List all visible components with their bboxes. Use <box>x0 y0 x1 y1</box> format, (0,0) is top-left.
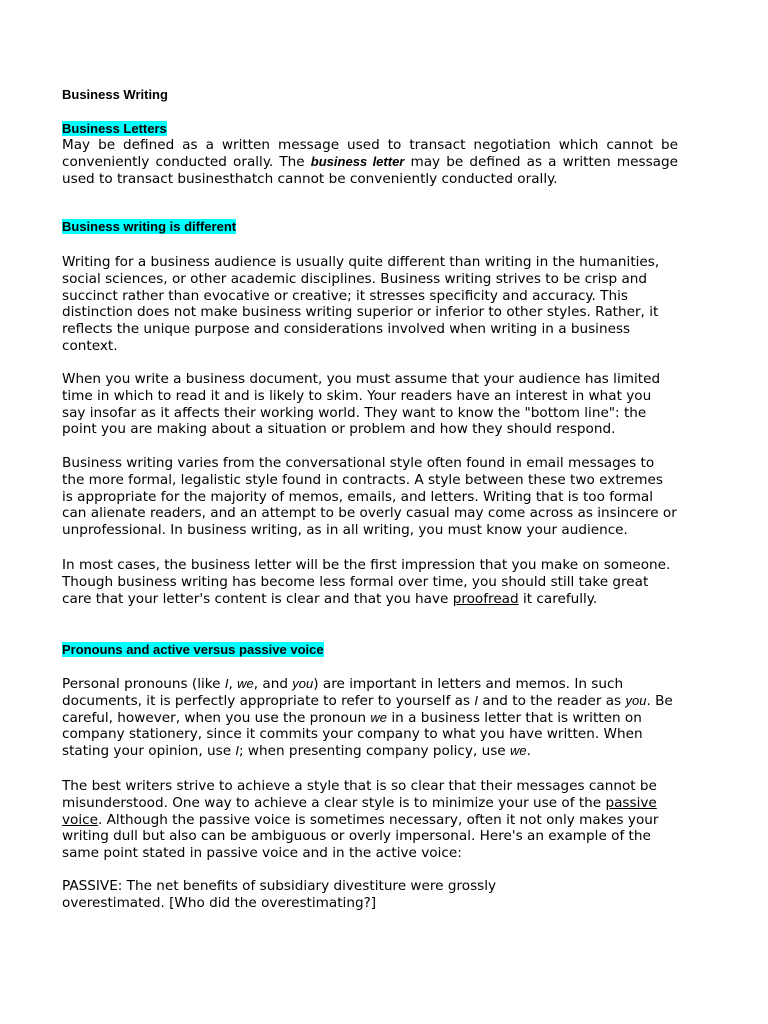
text: ; when presenting company policy, use <box>239 743 510 760</box>
paragraph-different-2: When you write a business document, you must assume that your audience has limited time in which to read it and is likely to skim. Your readers have an interest in what you say insofar as it affects their working world. They want to know the "bottom line": the point you are making about a situation or problem and how they should respond. <box>62 371 661 438</box>
text: . Although the passive voice is sometimes necessary, often it not only makes your writing dull but also can be ambiguous or overly impersonal. Here's an example of the same point stated in passive voice and in the active voice: <box>62 811 659 862</box>
heading-pronouns-part-2: active <box>153 642 190 657</box>
paragraph-different-4 <box>62 557 678 607</box>
pronoun-i: I <box>474 692 479 708</box>
pronoun-you: you <box>625 692 647 708</box>
pronoun-we: we <box>370 709 388 725</box>
paragraph-different-1: Writing for a business audience is usually quite different than writing in the humanities, social sciences, or other academic disciplines. Business writing strives to be crisp and succinct rather than evocative or creative; it stresses specificity and accuracy. This distinction does not make business writing superior or inferior to other styles. Rather, it reflects the unique purpose and considerations involved when writing in a business context. <box>62 254 660 354</box>
paragraph-pronouns-2 <box>62 778 678 862</box>
emphasis-business-letter: business letter <box>310 153 405 169</box>
heading-business-writing-different-text: Business writing is different <box>62 219 237 234</box>
link-passive-voice[interactable]: passive voice <box>62 794 657 828</box>
paragraph-passive-example <box>62 878 678 912</box>
heading-pronouns <box>62 642 324 658</box>
heading-business-letters <box>62 121 167 137</box>
heading-pronouns-part-3: versus passive voice <box>189 642 324 657</box>
text: In most cases, the business letter will be the first impression that you make on someone. Though business writing has become less formal over time, you should still take great care that your letter's content is clear and that you have <box>62 557 671 607</box>
text: , and <box>253 676 293 692</box>
text: . Be careful, however, when you use the pronoun <box>62 692 673 726</box>
heading-business-writing-different <box>62 219 236 235</box>
pronoun-we: we <box>509 743 527 759</box>
passive-example-line-1: PASSIVE: The net benefits of subsidiary divestiture were grossly <box>62 878 497 894</box>
paragraph-different-3: Business writing varies from the conversational style often found in email messages to the more formal, legalistic style found in contracts. A style between these two extremes is appropriate for the majority of memos, emails, and letters. Writing that is too formal can alienate readers, and an attempt to be overly casual may come across as insincere or unprofessional. In business writing, as in all writing, you must know your audience. <box>62 455 677 539</box>
pronoun-we: we <box>237 676 254 691</box>
text: Personal pronouns (like <box>62 676 225 692</box>
text: and to the reader as <box>478 692 626 709</box>
text: . <box>526 743 531 760</box>
document-title: Business Writing <box>62 87 168 102</box>
text: in a business letter that is written on company stationery, since it commits your company to what you have written. When stating your opinion, use <box>62 709 643 760</box>
heading-pronouns-part-1: Pronouns and <box>62 642 153 657</box>
text: , <box>228 676 238 692</box>
paragraph-pronouns-1 <box>62 676 678 760</box>
text: ) are important in letters and memos. In such documents, it is perfectly appropriate to refer to yourself as <box>62 676 624 709</box>
passive-example-line-2: overestimated. [Who did the overestimating?] <box>62 894 377 911</box>
heading-business-letters-text: Business Letters <box>62 121 167 136</box>
link-proofread[interactable]: proofread <box>452 590 519 607</box>
paragraph-business-letters <box>62 137 678 187</box>
pronoun-i: I <box>235 743 239 759</box>
text: it carefully. <box>518 590 598 607</box>
text: May be defined as a written message used to transact negotiation which cannot be conveniently conducted orally. The <box>62 137 678 170</box>
text: The best writers strive to achieve a style that is so clear that their messages cannot be misunderstood. One way to achieve a clear style is to minimize your use of the <box>62 778 657 811</box>
pronoun-i: I <box>224 676 229 691</box>
pronoun-you: you <box>292 676 314 691</box>
text: may be defined as a written message used to transact businesthatch cannot be conveniently conducted orally. <box>62 153 678 187</box>
